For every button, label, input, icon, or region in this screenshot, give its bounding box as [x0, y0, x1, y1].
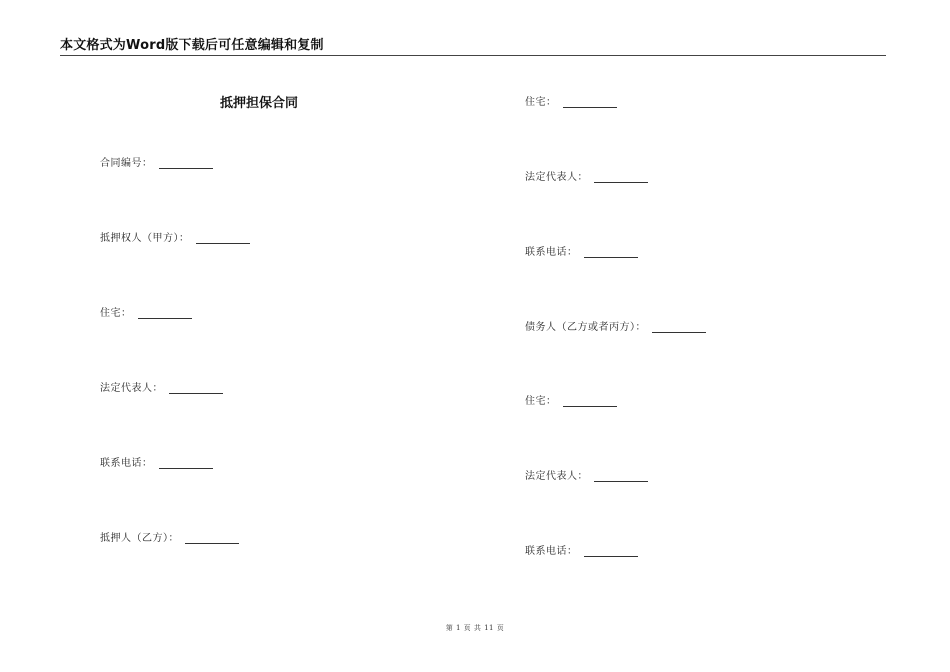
page-number: 第 1 页 共 11 页 [445, 624, 505, 632]
document-header: 本文格式为Word版下载后可任意编辑和复制 [60, 34, 886, 56]
fill-in-blank [159, 157, 213, 169]
fill-in-blank [159, 457, 213, 469]
field-legal-representative-3 [525, 467, 648, 482]
field-residence-3 [525, 392, 617, 407]
field-phone-3 [525, 542, 638, 557]
field-contract-number [100, 154, 213, 169]
field-label: 住宅： [525, 396, 557, 407]
field-label: 法定代表人： [100, 383, 163, 394]
field-legal-representative-2 [525, 168, 648, 183]
field-label: 法定代表人： [525, 471, 588, 482]
field-phone-2 [525, 243, 638, 258]
field-residence [100, 304, 192, 319]
fill-in-blank [169, 382, 223, 394]
fill-in-blank [594, 470, 648, 482]
field-label: 抵押权人（甲方）： [100, 233, 190, 244]
document-title: 抵押担保合同 [220, 96, 299, 111]
field-label: 债务人（乙方或者丙方）： [525, 322, 646, 333]
field-label: 法定代表人： [525, 172, 588, 183]
field-mortgagor [100, 529, 239, 544]
field-label: 联系电话： [525, 546, 578, 557]
fill-in-blank [584, 246, 638, 258]
fill-in-blank [196, 232, 250, 244]
field-label: 合同编号： [100, 158, 153, 169]
field-label: 抵押人（乙方）： [100, 533, 179, 544]
fill-in-blank [185, 532, 239, 544]
fill-in-blank [563, 395, 617, 407]
field-label: 联系电话： [100, 458, 153, 469]
fill-in-blank [138, 307, 192, 319]
field-label: 住宅： [525, 97, 557, 108]
field-debtor [525, 318, 706, 333]
fill-in-blank [652, 321, 706, 333]
fill-in-blank [563, 96, 617, 108]
field-legal-representative [100, 379, 223, 394]
field-label: 住宅： [100, 308, 132, 319]
field-phone [100, 454, 213, 469]
field-label: 联系电话： [525, 247, 578, 258]
field-mortgagee [100, 229, 250, 244]
field-residence-2 [525, 93, 617, 108]
fill-in-blank [584, 545, 638, 557]
fill-in-blank [594, 171, 648, 183]
